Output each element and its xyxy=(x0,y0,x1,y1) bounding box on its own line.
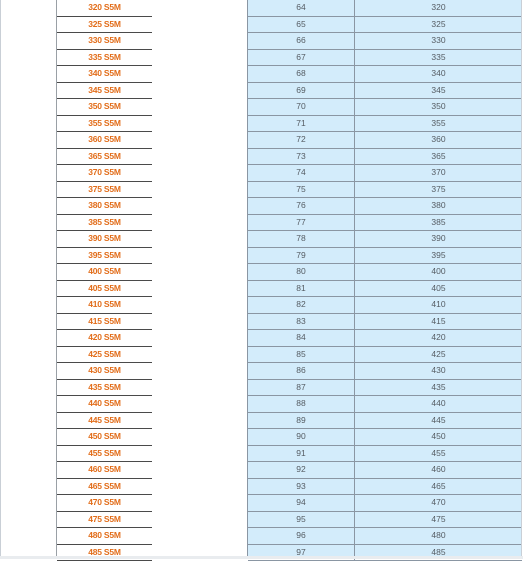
model-link[interactable]: 395 S5M xyxy=(57,248,152,265)
length-cell: 380 xyxy=(355,198,522,214)
model-link[interactable]: 450 S5M xyxy=(57,429,152,446)
length-cell: 365 xyxy=(355,149,522,165)
teeth-cell: 75 xyxy=(248,182,355,198)
table-row xyxy=(248,528,522,545)
teeth-cell: 77 xyxy=(248,215,355,231)
length-cell: 390 xyxy=(355,231,522,247)
model-link[interactable]: 415 S5M xyxy=(57,314,152,331)
model-link[interactable]: 390 S5M xyxy=(57,231,152,248)
table-row xyxy=(248,479,522,496)
teeth-cell: 71 xyxy=(248,116,355,132)
teeth-cell: 85 xyxy=(248,347,355,363)
model-link[interactable]: 405 S5M xyxy=(57,281,152,298)
table-row xyxy=(248,132,522,149)
model-link[interactable]: 435 S5M xyxy=(57,380,152,397)
model-link[interactable]: 460 S5M xyxy=(57,462,152,479)
table-row xyxy=(248,116,522,133)
model-link[interactable]: 455 S5M xyxy=(57,446,152,463)
length-cell: 475 xyxy=(355,512,522,528)
teeth-cell: 89 xyxy=(248,413,355,429)
model-link[interactable]: 330 S5M xyxy=(57,33,152,50)
model-link[interactable]: 400 S5M xyxy=(57,264,152,281)
length-cell: 355 xyxy=(355,116,522,132)
table-row xyxy=(248,380,522,397)
length-cell: 425 xyxy=(355,347,522,363)
teeth-cell: 65 xyxy=(248,17,355,33)
length-cell: 420 xyxy=(355,330,522,346)
table-row xyxy=(248,495,522,512)
table-row xyxy=(248,396,522,413)
table-row xyxy=(248,0,522,17)
length-cell: 350 xyxy=(355,99,522,115)
belt-spec-table xyxy=(247,0,522,556)
teeth-cell: 66 xyxy=(248,33,355,49)
table-row xyxy=(248,512,522,529)
table-row xyxy=(248,215,522,232)
model-column xyxy=(56,0,153,556)
table-row xyxy=(248,66,522,83)
length-cell: 335 xyxy=(355,50,522,66)
table-row xyxy=(248,462,522,479)
model-link[interactable]: 480 S5M xyxy=(57,528,152,545)
teeth-cell: 70 xyxy=(248,99,355,115)
table-row xyxy=(248,264,522,281)
teeth-cell: 86 xyxy=(248,363,355,379)
model-link[interactable]: 365 S5M xyxy=(57,149,152,166)
length-cell: 345 xyxy=(355,83,522,99)
model-link[interactable]: 335 S5M xyxy=(57,50,152,67)
length-cell: 340 xyxy=(355,66,522,82)
model-link[interactable]: 355 S5M xyxy=(57,116,152,133)
teeth-cell: 80 xyxy=(248,264,355,280)
length-cell: 445 xyxy=(355,413,522,429)
length-cell: 470 xyxy=(355,495,522,511)
table-row xyxy=(248,33,522,50)
length-cell: 330 xyxy=(355,33,522,49)
teeth-cell: 67 xyxy=(248,50,355,66)
model-link[interactable]: 345 S5M xyxy=(57,83,152,100)
table-row xyxy=(248,413,522,430)
model-link[interactable]: 350 S5M xyxy=(57,99,152,116)
length-cell: 375 xyxy=(355,182,522,198)
teeth-cell: 92 xyxy=(248,462,355,478)
teeth-cell: 74 xyxy=(248,165,355,181)
table-row xyxy=(248,149,522,166)
teeth-cell: 88 xyxy=(248,396,355,412)
length-cell: 400 xyxy=(355,264,522,280)
table-row xyxy=(248,17,522,34)
teeth-cell: 87 xyxy=(248,380,355,396)
teeth-cell: 83 xyxy=(248,314,355,330)
table-row xyxy=(248,99,522,116)
model-link[interactable]: 380 S5M xyxy=(57,198,152,215)
table-row xyxy=(248,297,522,314)
teeth-cell: 93 xyxy=(248,479,355,495)
model-link[interactable]: 465 S5M xyxy=(57,479,152,496)
length-cell: 440 xyxy=(355,396,522,412)
teeth-cell: 84 xyxy=(248,330,355,346)
model-link[interactable]: 340 S5M xyxy=(57,66,152,83)
teeth-cell: 68 xyxy=(248,66,355,82)
model-link[interactable]: 325 S5M xyxy=(57,17,152,34)
length-cell: 465 xyxy=(355,479,522,495)
model-link[interactable]: 360 S5M xyxy=(57,132,152,149)
model-link[interactable]: 445 S5M xyxy=(57,413,152,430)
length-cell: 360 xyxy=(355,132,522,148)
length-cell: 395 xyxy=(355,248,522,264)
table-row xyxy=(248,446,522,463)
model-link[interactable]: 430 S5M xyxy=(57,363,152,380)
table-row xyxy=(248,330,522,347)
table-row xyxy=(248,347,522,364)
length-cell: 385 xyxy=(355,215,522,231)
length-cell: 370 xyxy=(355,165,522,181)
length-cell: 480 xyxy=(355,528,522,544)
model-link[interactable]: 385 S5M xyxy=(57,215,152,232)
model-link[interactable]: 485 S5M xyxy=(57,545,152,561)
table-row xyxy=(248,182,522,199)
table-row xyxy=(248,165,522,182)
length-cell: 455 xyxy=(355,446,522,462)
table-row xyxy=(248,83,522,100)
teeth-cell: 76 xyxy=(248,198,355,214)
model-link[interactable]: 370 S5M xyxy=(57,165,152,182)
length-cell: 435 xyxy=(355,380,522,396)
teeth-cell: 64 xyxy=(248,0,355,16)
table-row xyxy=(248,231,522,248)
length-cell: 450 xyxy=(355,429,522,445)
page-border-right xyxy=(521,0,522,559)
page-border-left xyxy=(0,0,1,559)
model-link[interactable]: 440 S5M xyxy=(57,396,152,413)
table-row xyxy=(248,429,522,446)
model-link[interactable]: 420 S5M xyxy=(57,330,152,347)
teeth-cell: 97 xyxy=(248,545,355,561)
model-link[interactable]: 470 S5M xyxy=(57,495,152,512)
length-cell: 415 xyxy=(355,314,522,330)
model-link[interactable]: 410 S5M xyxy=(57,297,152,314)
teeth-cell: 94 xyxy=(248,495,355,511)
model-link[interactable]: 320 S5M xyxy=(57,0,152,17)
teeth-cell: 79 xyxy=(248,248,355,264)
model-link[interactable]: 425 S5M xyxy=(57,347,152,364)
length-cell: 410 xyxy=(355,297,522,313)
table-row xyxy=(248,198,522,215)
teeth-cell: 95 xyxy=(248,512,355,528)
table-row xyxy=(248,50,522,67)
teeth-cell: 90 xyxy=(248,429,355,445)
length-cell: 460 xyxy=(355,462,522,478)
length-cell: 405 xyxy=(355,281,522,297)
table-row xyxy=(248,363,522,380)
teeth-cell: 69 xyxy=(248,83,355,99)
teeth-cell: 73 xyxy=(248,149,355,165)
length-cell: 485 xyxy=(355,545,522,561)
teeth-cell: 82 xyxy=(248,297,355,313)
model-link[interactable]: 375 S5M xyxy=(57,182,152,199)
teeth-cell: 96 xyxy=(248,528,355,544)
model-link[interactable]: 475 S5M xyxy=(57,512,152,529)
teeth-cell: 81 xyxy=(248,281,355,297)
table-row xyxy=(248,314,522,331)
table-row xyxy=(248,281,522,298)
length-cell: 430 xyxy=(355,363,522,379)
spacer-column xyxy=(152,0,248,556)
length-cell: 325 xyxy=(355,17,522,33)
teeth-cell: 72 xyxy=(248,132,355,148)
teeth-cell: 91 xyxy=(248,446,355,462)
table-row xyxy=(248,248,522,265)
teeth-cell: 78 xyxy=(248,231,355,247)
length-cell: 320 xyxy=(355,0,522,16)
